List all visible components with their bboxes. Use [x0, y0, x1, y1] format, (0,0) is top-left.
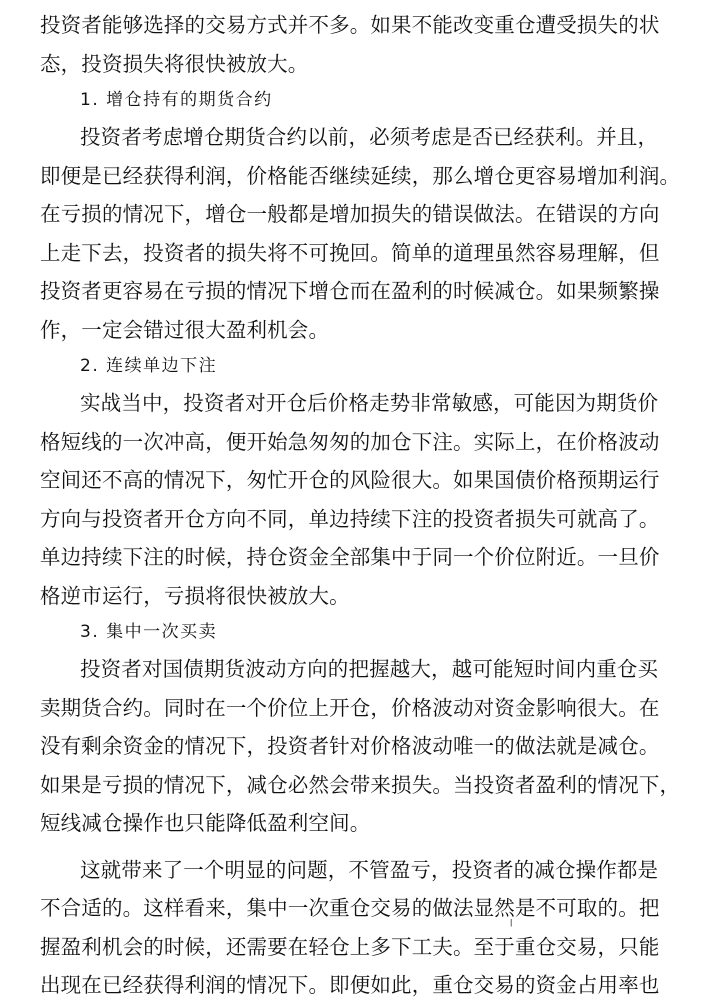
- p3-line-3: 没有剩余资金的情况下，投资者针对价格波动唯一的做法就是减仓。: [40, 734, 660, 758]
- p1-line-2: 即便是已经获得利润，价格能否继续延续，那么增仓更容易增加利润。: [40, 163, 681, 188]
- p1-line-3: 在亏损的情况下，增仓一般都是增加损失的错误做法。在错误的方向: [40, 202, 660, 226]
- paragraph-spacer: [40, 843, 668, 851]
- p1-line-5: 投资者更容易在亏损的情况下增仓而在盈利的时候减仓。如果频繁操: [40, 279, 660, 303]
- intro-line-2: 态，投资损失将很快被放大。: [40, 51, 309, 76]
- intro-line-1: 投资者能够选择的交易方式并不多。如果不能改变重仓遭受损失的状: [40, 13, 660, 37]
- p3-line-4: 如果是亏损的情况下，减仓必然会带来损失。当投资者盈利的情况下，: [40, 772, 681, 797]
- p2-line-2: 格短线的一次冲高，便开始急匆匆的加仓下注。实际上，在价格波动: [40, 429, 660, 454]
- section-heading-3: 3. 集中一次买卖: [80, 622, 218, 642]
- p3-line-2: 卖期货合约。同时在一个价位上开仓，价格波动对资金影响很大。在: [40, 695, 660, 720]
- document-body: [40, 6, 681, 1005]
- p4-line-3: 握盈利机会的时候，还需要在轻仓上多下工夫。至于重仓交易，只能: [40, 934, 660, 959]
- p2-line-6: 格逆市运行，亏损将很快被放大。: [40, 583, 350, 608]
- p2-line-4: 方向与投资者开仓方向不同，单边持续下注的投资者损失可就高了。: [40, 506, 660, 531]
- p2-line-5: 单边持续下注的时候，持仓资金全部集中于同一个价位附近。一旦价: [40, 545, 660, 569]
- section-heading-1: 1. 增仓持有的期货合约: [80, 90, 273, 110]
- p3-line-1: 投资者对国债期货波动方向的把握越大，越可能短时间内重仓买: [80, 657, 659, 681]
- p3-line-5: 短线减仓操作也只能降低盈利空间。: [40, 811, 371, 835]
- p1-line-1: 投资者考虑增仓期货合约以前，必须考虑是否已经获利。并且，: [80, 125, 659, 149]
- p4-line-4: 出现在已经获得利润的情况下。即便如此，重仓交易的资金占用率也: [40, 973, 660, 997]
- section-heading-2: 2. 连续单边下注: [80, 356, 218, 376]
- page-mark: ǀ: [510, 918, 513, 927]
- p2-line-1: 实战当中，投资者对开仓后价格走势非常敏感，可能因为期货价: [80, 391, 659, 415]
- p1-line-4: 上走下去，投资者的损失将不可挽回。简单的道理虽然容易理解，但: [40, 240, 660, 265]
- p1-line-6: 作，一定会错过很大盈利机会。: [40, 317, 330, 342]
- p2-line-3: 空间还不高的情况下，匆忙开仓的风险很大。如果国债价格预期运行: [40, 468, 660, 492]
- p4-line-1: 这就带来了一个明显的问题，不管盈亏，投资者的减仓操作都是: [80, 857, 659, 882]
- p4-line-2: 不合适的。这样看来，集中一次重仓交易的做法显然是不可取的。把: [40, 896, 660, 920]
